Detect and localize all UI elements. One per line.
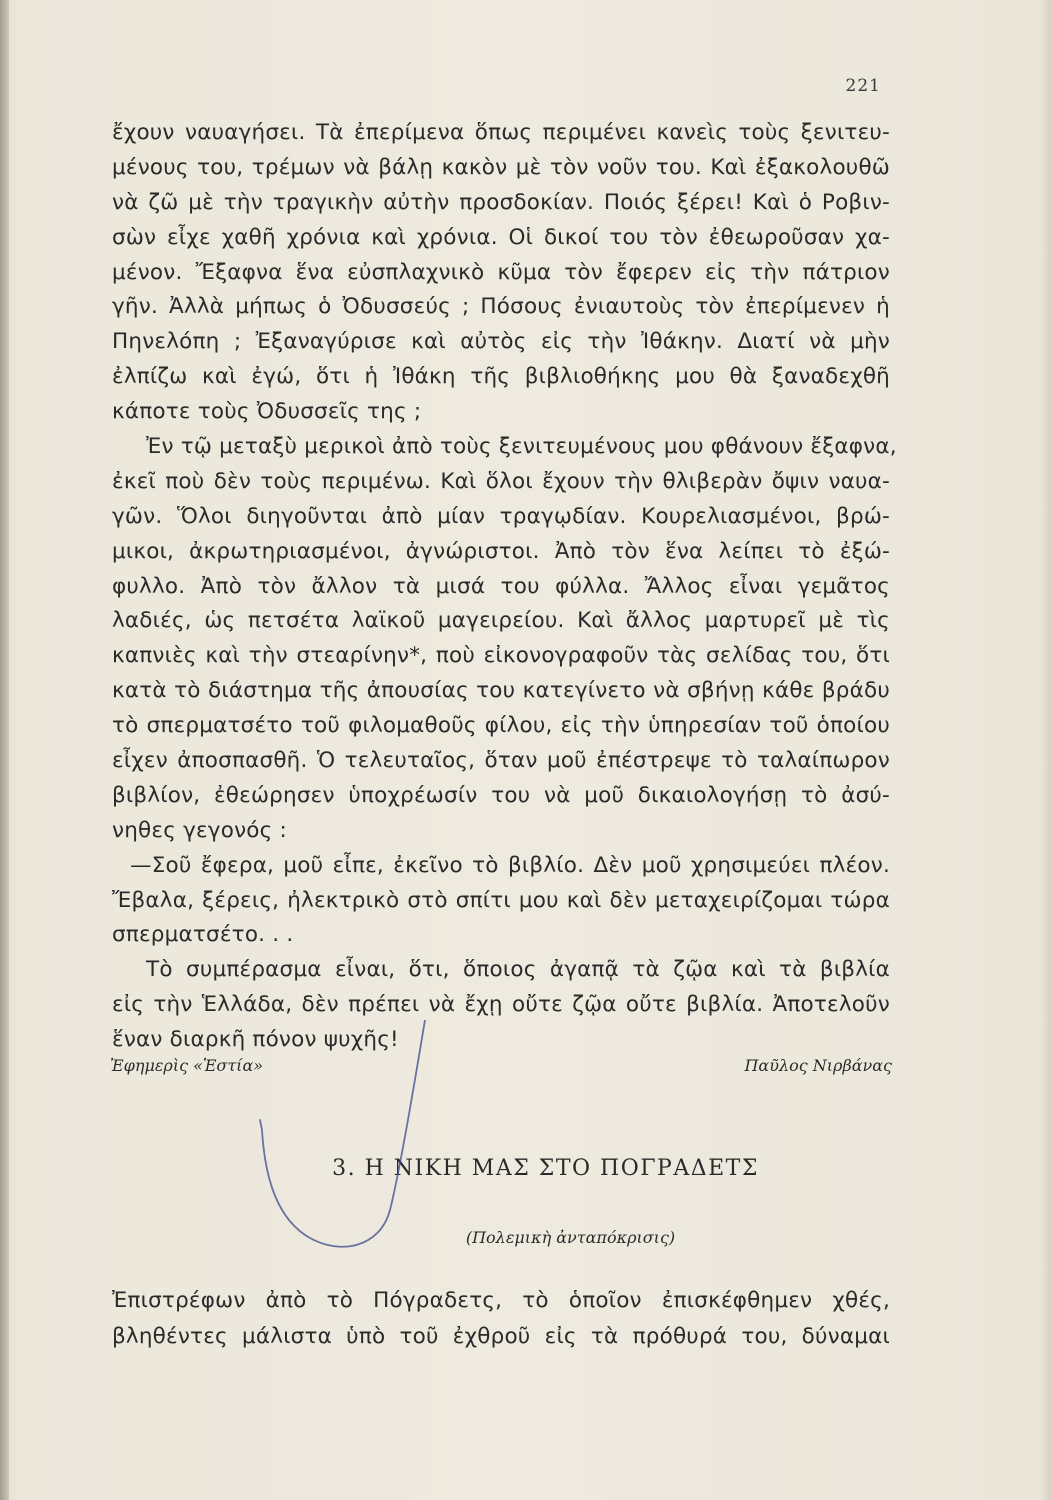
text-line: μένους του, τρέμων νὰ βάλῃ κακὸν μὲ τὸν νοῦν του. Καὶ ἐξακολουθῶ: [112, 154, 890, 180]
text-line: νηθες γεγονός :: [112, 817, 287, 843]
text-line: νὰ ζῶ μὲ τὴν τραγικὴν αὐτὴν προσδοκίαν. Ποιός ξέρει! Καὶ ὁ Ροβιν-: [112, 189, 890, 215]
article-body: [112, 116, 897, 1058]
text-line: Πηνελόπη ; Ἐξαναγύρισε καὶ αὐτὸς εἰς τὴν Ἰθάκην. Διατί νὰ μὴν: [112, 329, 890, 355]
text-line: ἕναν διαρκῆ πόνον ψυχῆς!: [112, 1027, 399, 1053]
dialogue-line: —Σοῦ ἔφερα, μοῦ εἶπε, ἐκεῖνο τὸ βιβλίο. Δὲν μοῦ χρησιμεύει πλέον.: [130, 852, 890, 878]
section-subtitle: (Πολεμικὴ ἀνταπόκρισις): [465, 1228, 676, 1247]
text-line: γῶν. Ὅλοι διηγοῦνται ἀπὸ μίαν τραγῳδίαν. Κουρελιασμένοι, βρώ-: [112, 503, 890, 529]
text-line: κατὰ τὸ διάστημα τῆς ἀπουσίας του κατεγίνετο νὰ σβήνῃ κάθε βράδυ: [112, 678, 890, 704]
text-line: καπνιὲς καὶ τὴν στεαρίνην*, ποὺ εἰκονογραφοῦν τὰς σελίδας του, ὅτι: [112, 643, 890, 669]
text-line: ἔχουν ναυαγήσει. Τὰ ἐπερίμενα ὅπως περιμένει κανεὶς τοὺς ξενιτευ-: [112, 120, 890, 145]
text-line: μικοι, ἀκρωτηριασμένοι, ἀγνώριστοι. Ἀπὸ τὸν ἕνα λείπει τὸ ἐξώ-: [112, 538, 890, 564]
text-line: σὼν εἶχε χαθῆ χρόνια καὶ χρόνια. Οἱ δικοί του τὸν ἐθεωροῦσαν χα-: [112, 224, 890, 250]
paragraph-start-line: Τὸ συμπέρασμα εἶναι, ὅτι, ὅποιος ἀγαπᾷ τὰ ζῷα καὶ τὰ βιβλία: [146, 957, 890, 983]
page-spine-edge: [0, 0, 9, 1500]
paragraph-start-line: Ἐπιστρέφων ἀπὸ τὸ Πόγραδετς, τὸ ὁποῖον ἐπισκέφθημεν χθές,: [112, 1288, 890, 1313]
text-line: κάποτε τοὺς Ὀδυσσεῖς της ;: [112, 399, 422, 425]
text-line: Ἔβαλα, ξέρεις, ἠλεκτρικὸ στὸ σπίτι μου καὶ δὲν μεταχειρίζομαι τώρα: [112, 887, 890, 913]
article-signature: [110, 1056, 892, 1082]
text-line: μένον. Ἔξαφνα ἕνα εὐσπλαχνικὸ κῦμα τὸν ἔφερεν εἰς τὴν πάτριον: [112, 259, 890, 285]
text-line: γῆν. Ἀλλὰ μήπως ὁ Ὀδυσσεύς ; Πόσους ἐνιαυτοὺς τὸν ἐπερίμενεν ἡ: [112, 294, 890, 320]
text-line: φυλλο. Ἀπὸ τὸν ἄλλον τὰ μισά του φύλλα. Ἄλλος εἶναι γεμᾶτος: [112, 573, 890, 599]
text-line: τὸ σπερματσέτο τοῦ φιλομαθοῦς φίλου, εἰς τὴν ὑπηρεσίαν τοῦ ὁποίου: [112, 713, 890, 739]
text-line: βληθέντες μάλιστα ὑπὸ τοῦ ἐχθροῦ εἰς τὰ πρόθυρά του, δύναμαι: [112, 1324, 890, 1349]
section-heading: 3. Η ΝΙΚΗ ΜΑΣ ΣΤΟ ΠΟΓΡΑΔΕΤΣ: [332, 1156, 759, 1181]
section-body: [112, 1283, 890, 1355]
pencil-check-mark: [250, 1020, 450, 1260]
paragraph-start-line: Ἐν τῷ μεταξὺ μερικοὶ ἀπὸ τοὺς ξενιτευμένους μου φθάνουν ἔξαφνα,: [146, 434, 897, 460]
text-line: λαδιές, ὡς πετσέτα λαϊκοῦ μαγειρείου. Καὶ ἄλλος μαρτυρεῖ μὲ τὶς: [112, 608, 890, 634]
text-line: βιβλίον, ἐθεώρησεν ὑποχρέωσίν του νὰ μοῦ δικαιολογήσῃ τὸ ἀσύ-: [112, 782, 890, 808]
text-line: εἰς τὴν Ἑλλάδα, δὲν πρέπει νὰ ἔχῃ οὔτε ζῷα οὔτε βιβλία. Ἀποτελοῦν: [112, 992, 890, 1018]
author-name: Παῦλος Νιρβάνας: [744, 1056, 892, 1075]
text-line: ἐκεῖ ποὺ δὲν τοὺς περιμένω. Καὶ ὅλοι ἔχουν τὴν θλιβερὰν ὄψιν ναυα-: [112, 468, 890, 494]
page-number: 221: [845, 76, 881, 96]
source-newspaper: Ἐφημερὶς «Ἑστία»: [110, 1056, 264, 1075]
text-line: εἶχεν ἀποσπασθῆ. Ὁ τελευταῖος, ὅταν μοῦ ἐπέστρεψε τὸ ταλαίπωρον: [112, 748, 890, 774]
text-line: σπερματσέτο. . .: [112, 922, 294, 948]
text-line: ἐλπίζω καὶ ἐγώ, ὅτι ἡ Ἰθάκη τῆς βιβλιοθήκης μου θὰ ξαναδεχθῆ: [112, 364, 890, 390]
